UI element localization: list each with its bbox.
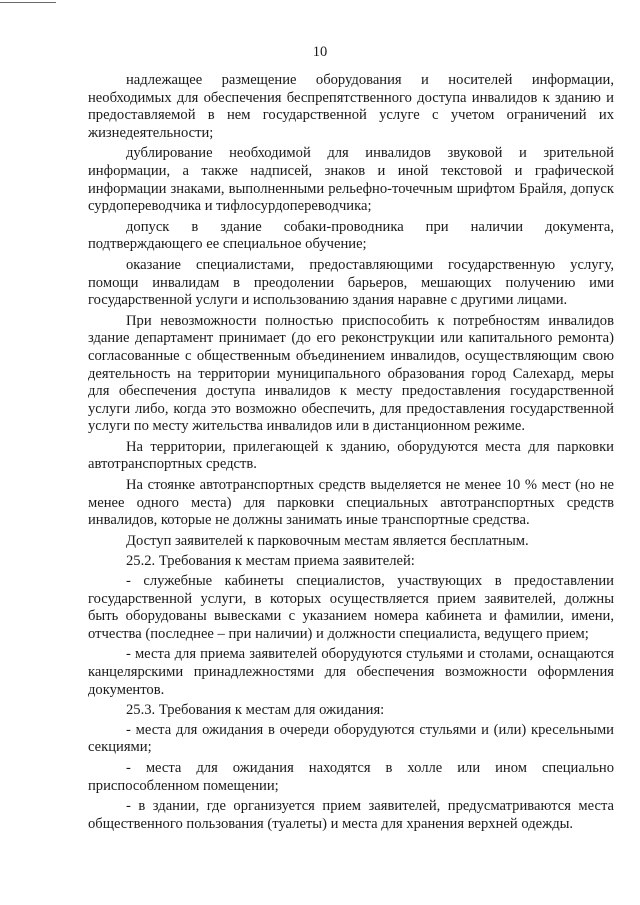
page-number: 10: [312, 44, 328, 60]
section-heading-waiting: 25.3. Требования к местам для ожидания:: [126, 702, 385, 719]
paragraph-braille: дублирование необходимой для инвалидов звуковой и зрительной информации, а также надписей, знаков и иной текстовой и графической информации знаками, выполненными рельефно-точечным шрифтом Брайля, допуск сурдопереводчика и тифлосурдопереводчика;: [88, 145, 614, 215]
paragraph-placement: надлежащее размещение оборудования и носителей информации, необходимых для обеспечения беспрепятственного доступа инвалидов к зданию и предоставляемой в нем государственной услуге с учетом ограничений их жизнедеятельности;: [88, 72, 614, 141]
paragraph-guide-dog: допуск в здание собаки-проводника при наличии документа, подтверждающего ее специальное обучение;: [88, 218, 614, 253]
list-item-waiting-seats: - места для ожидания в очереди оборудуются стульями и (или) кресельными секциями;: [88, 721, 614, 756]
paragraph-parking-territory: На территории, прилегающей к зданию, оборудуются места для парковки автотранспортных средств.: [88, 438, 614, 473]
document-body: [88, 72, 614, 836]
list-item-offices: - служебные кабинеты специалистов, участвующих в предоставлении государственной услуги, в которых осуществляется прием заявителей, должны быть оборудованы вывесками с указанием номера кабинета и фамилии, имени, отчества (последнее – при наличии) и должности специалиста, ведущего прием;: [88, 573, 614, 642]
list-item-waiting-hall: - места для ожидания находятся в холле или ином специально приспособленном помещении;: [88, 759, 614, 794]
paragraph-adaptation: При невозможности полностью приспособить к потребностям инвалидов здание департамент принимает (до его реконструкции или капитального ремонта) согласованные с общественным объединением инвалидов, осуществляющим свою деятельность на территории муниципального образования город Салехард, меры для обеспечения доступа инвалидов к месту предоставления государственной услуги либо, когда это возможно обеспечить, для предоставления государственной услуги по месту жительства инвалидов или в дистанционном режиме.: [88, 312, 614, 435]
paragraph-parking-quota: На стоянке автотранспортных средств выделяется не менее 10 % мест (но не менее одного места) для парковки специальных автотранспортных средств инвалидов, которые не должны занимать иные транспортные средства.: [88, 477, 614, 529]
section-heading-reception: 25.2. Требования к местам приема заявителей:: [126, 553, 415, 570]
list-item-reception-places: - места для приема заявителей оборудуются стульями и столами, оснащаются канцелярскими принадлежностями для обеспечения возможности оформления документов.: [88, 646, 614, 698]
scan-edge-line: [0, 2, 56, 3]
paragraph-parking-free: Доступ заявителей к парковочным местам является бесплатным.: [126, 532, 529, 549]
paragraph-assistance: оказание специалистами, предоставляющими государственную услугу, помощи инвалидам в преодолении барьеров, мешающих получению ими государственной услуги и использованию здания наравне с другими лицами.: [88, 256, 614, 309]
list-item-public-facilities: - в здании, где организуется прием заявителей, предусматриваются места общественного пользования (туалеты) и места для хранения верхней одежды.: [88, 798, 614, 832]
